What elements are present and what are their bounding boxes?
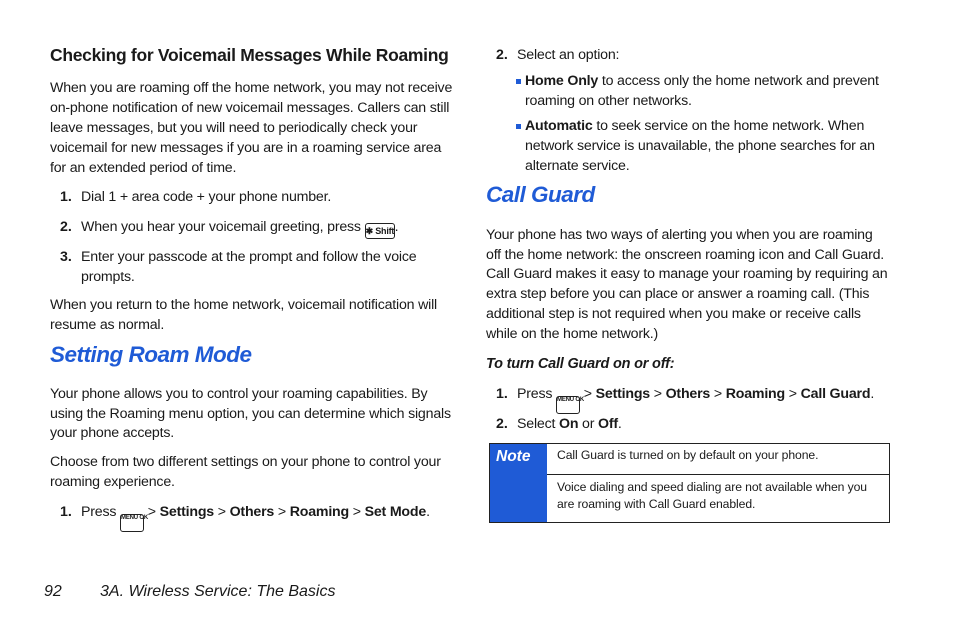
path-separator: > — [583, 386, 592, 402]
call-guard-line: Your phone has two ways of alerting you when you are roaming — [486, 227, 873, 243]
call-guard-title: Call Guard — [486, 182, 595, 207]
option-label: Home Only — [525, 73, 599, 89]
footer-section: 3A. Wireless Service: The Basics — [100, 583, 336, 600]
step-text-part: Press — [81, 504, 117, 520]
step-text — [517, 414, 622, 434]
page-number: 92 — [44, 583, 62, 600]
option-text: to access only the home network and prevent — [601, 73, 879, 89]
step-number: 1. — [60, 504, 72, 520]
path-separator: > — [788, 386, 797, 402]
return-line: When you return to the home network, voicemail notification will — [50, 297, 437, 313]
option-line: alternate service. — [525, 158, 630, 174]
path-separator: > — [352, 504, 361, 520]
roam-paragraph-line: Your phone allows you to control your roaming capabilities. By — [50, 386, 428, 402]
bullet-icon — [516, 79, 521, 84]
step-number: 2. — [60, 219, 72, 235]
step-text-part: Select — [517, 416, 556, 432]
call-guard-line: additional step is not required when you make or receive calls — [486, 306, 861, 322]
menu-path-item: Roaming — [289, 504, 349, 520]
path-separator: > — [713, 386, 722, 402]
setting-roam-mode-title: Setting Roam Mode — [50, 342, 252, 367]
intro-line: When you are roaming off the home network, you may not receive — [50, 80, 453, 96]
step-text: Select an option: — [517, 47, 620, 63]
step-text — [81, 217, 398, 239]
path-separator: . — [870, 386, 875, 402]
note-text: Voice dialing and speed dialing are not available when you — [557, 480, 867, 494]
step-number: 1. — [496, 386, 508, 402]
call-guard-line: off the home network: the onscreen roaming icon and Call Guard. — [486, 247, 885, 263]
step-text-part: . — [394, 219, 399, 235]
option-line — [525, 116, 864, 136]
note-label: Note — [490, 444, 547, 522]
intro-line: for an extended period of time. — [50, 160, 237, 176]
path-separator: . — [426, 504, 430, 520]
path-separator: > — [277, 504, 286, 520]
step-text-part: . — [617, 416, 622, 432]
menu-path-item: Call Guard — [800, 386, 871, 402]
menu-path-item: Roaming — [725, 386, 785, 402]
bullet-icon — [516, 124, 521, 129]
note-text: are roaming with Call Guard enabled. — [557, 497, 756, 511]
note-text: Call Guard is turned on by default on your phone. — [557, 448, 819, 462]
note-divider — [547, 474, 889, 475]
step-text-part: When you hear your voicemail greeting, press — [81, 219, 361, 235]
step-number: 1. — [60, 189, 72, 205]
option-on: On — [558, 416, 579, 432]
menu-path-item: Others — [229, 504, 275, 520]
roam-paragraph-line: using the Roaming menu option, you can determine which signals — [50, 406, 451, 422]
step-number: 3. — [60, 249, 72, 265]
step-text — [517, 384, 874, 414]
step-text-part: or — [582, 416, 595, 432]
star-shift-key-icon: ✱ Shift — [365, 223, 395, 239]
path-separator: > — [147, 504, 156, 520]
call-guard-subheading: To turn Call Guard on or off: — [486, 356, 675, 372]
voicemail-heading: Checking for Voicemail Messages While Roaming — [50, 45, 449, 65]
menu-path-item: Settings — [595, 386, 650, 402]
step-text-part: Press — [517, 386, 553, 402]
menu-path-item: Settings — [159, 504, 214, 520]
option-line: roaming on other networks. — [525, 93, 692, 109]
path-separator: > — [217, 504, 226, 520]
option-line — [525, 71, 879, 91]
call-guard-line: Call Guard makes it easy to manage your roaming by requiring an — [486, 266, 888, 282]
roam-paragraph-line: Choose from two different settings on your phone to control your — [50, 454, 441, 470]
step-text: Dial 1 + area code + your phone number. — [81, 189, 332, 205]
option-off: Off — [598, 416, 618, 432]
menu-path-item: Set Mode — [364, 504, 427, 520]
intro-line: on-phone notification of new voicemail messages. Callers can still — [50, 100, 450, 116]
step-text — [81, 502, 430, 532]
menu-ok-key-icon: MENU OK — [120, 514, 144, 532]
step-text: prompts. — [81, 269, 135, 285]
call-guard-line: extra step before you can place or answer a roaming call. (This — [486, 286, 870, 302]
intro-line: voicemail for new messages if you are in a roaming service area — [50, 140, 442, 156]
step-number: 2. — [496, 416, 508, 432]
option-label: Automatic — [525, 118, 593, 134]
note-box — [489, 443, 890, 523]
menu-path-item: Others — [665, 386, 711, 402]
roam-paragraph-line: your phone accepts. — [50, 425, 174, 441]
roam-paragraph-line: roaming experience. — [50, 474, 175, 490]
path-separator: > — [653, 386, 662, 402]
call-guard-line: while on the home network.) — [486, 326, 659, 342]
step-number: 2. — [496, 47, 508, 63]
option-text: to seek service on the home network. When — [596, 118, 865, 134]
option-line: network service is unavailable, the phone searches for an — [525, 138, 875, 154]
step-text: Enter your passcode at the prompt and follow the voice — [81, 249, 417, 265]
menu-ok-key-icon: MENU OK — [556, 396, 580, 414]
return-line: resume as normal. — [50, 317, 165, 333]
intro-line: leave messages, but you will need to periodically check your — [50, 120, 418, 136]
